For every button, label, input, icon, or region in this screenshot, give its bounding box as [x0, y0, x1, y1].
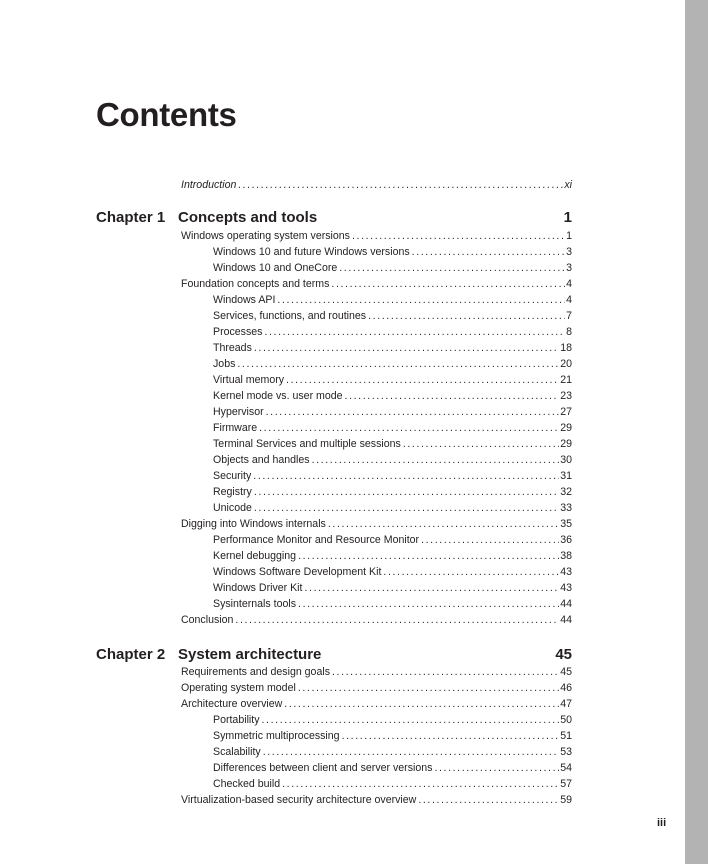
- toc-entry-label: Portability: [213, 714, 260, 726]
- toc-entry-page: 59: [560, 794, 572, 806]
- dot-leader: [403, 436, 559, 452]
- toc-entry[interactable]: [213, 712, 572, 728]
- toc-entry[interactable]: [213, 548, 572, 564]
- chapter-2-heading[interactable]: [96, 645, 572, 665]
- toc-entry-page: 44: [560, 614, 572, 626]
- toc-entry-page: 4: [566, 278, 572, 290]
- toc-entry[interactable]: [213, 468, 572, 484]
- toc-entry-label: Objects and handles: [213, 454, 310, 466]
- dot-leader: [421, 532, 559, 548]
- chapter-number: Chapter 2: [96, 646, 166, 663]
- toc-entry-label: Performance Monitor and Resource Monitor: [213, 534, 420, 546]
- toc-entry[interactable]: [213, 388, 572, 404]
- chapter-1-heading[interactable]: [96, 208, 572, 228]
- toc-entry[interactable]: [213, 760, 572, 776]
- toc-entry[interactable]: [213, 436, 572, 452]
- toc-entry[interactable]: [213, 596, 572, 612]
- dot-leader: [332, 664, 559, 680]
- dot-leader: [254, 340, 559, 356]
- dot-leader: [298, 680, 559, 696]
- toc-entry[interactable]: [213, 776, 572, 792]
- dot-leader: [264, 324, 565, 340]
- toc-entry-page: 31: [560, 470, 572, 482]
- dot-leader: [282, 776, 559, 792]
- toc-entry-label: Firmware: [213, 422, 258, 434]
- toc-entry-page: 43: [560, 566, 572, 578]
- dot-leader: [345, 388, 560, 404]
- toc-entry[interactable]: [181, 228, 572, 244]
- toc-entry-label: Kernel debugging: [213, 550, 297, 562]
- toc-entry-page: 45: [560, 666, 572, 678]
- dot-leader: [286, 372, 559, 388]
- dot-leader: [418, 792, 559, 808]
- toc-entry-label: Differences between client and server versions: [213, 762, 433, 774]
- toc-entry-page: 20: [560, 358, 572, 370]
- toc-entry-page: 8: [566, 326, 572, 338]
- toc-entry[interactable]: [213, 340, 572, 356]
- page-title: Contents: [96, 96, 237, 133]
- toc-entry-label: Sysinternals tools: [213, 598, 297, 610]
- toc-entry-page: xi: [564, 179, 572, 191]
- toc-entry[interactable]: [213, 356, 572, 372]
- toc-entry-label: Checked build: [213, 778, 281, 790]
- dot-leader: [328, 516, 559, 532]
- chapter-page: 45: [555, 646, 572, 663]
- toc-entry-label: Virtual memory: [213, 374, 285, 386]
- toc-entry-page: 4: [566, 294, 572, 306]
- toc-entry[interactable]: [213, 532, 572, 548]
- toc-entry[interactable]: [213, 292, 572, 308]
- toc-entry-page: 29: [560, 438, 572, 450]
- toc-entry-label: Processes: [213, 326, 263, 338]
- toc-entry-page: 29: [560, 422, 572, 434]
- dot-leader: [342, 728, 560, 744]
- chapter-number: Chapter 1: [96, 209, 166, 226]
- dot-leader: [298, 548, 559, 564]
- dot-leader: [262, 712, 560, 728]
- toc-entry-label: Digging into Windows internals: [181, 518, 326, 530]
- chapter-title: Concepts and tools: [178, 209, 318, 226]
- toc-entry-page: 57: [560, 778, 572, 790]
- toc-entry[interactable]: [213, 260, 572, 276]
- toc-entry-label: Conclusion: [181, 614, 234, 626]
- dot-leader: [368, 308, 565, 324]
- toc-entry-page: 23: [560, 390, 572, 402]
- toc-entry-page: 36: [560, 534, 572, 546]
- toc-entry[interactable]: [181, 612, 572, 628]
- toc-entry-page: 30: [560, 454, 572, 466]
- toc-entry-label: Hypervisor: [213, 406, 264, 418]
- toc-entry-page: 27: [560, 406, 572, 418]
- dot-leader: [383, 564, 559, 580]
- toc-entry-label: Unicode: [213, 502, 252, 514]
- dot-leader: [263, 744, 560, 760]
- dot-leader: [312, 452, 560, 468]
- toc-entry-page: 43: [560, 582, 572, 594]
- dot-leader: [237, 356, 559, 372]
- toc-entry-page: 1: [566, 230, 572, 242]
- toc-entry-label: Terminal Services and multiple sessions: [213, 438, 401, 450]
- toc-entry[interactable]: [213, 452, 572, 468]
- toc-entry-page: 38: [560, 550, 572, 562]
- toc-entry-label: Architecture overview: [181, 698, 283, 710]
- toc-entry-label: Scalability: [213, 746, 261, 758]
- toc-entry-page: 51: [560, 730, 572, 742]
- toc-entry-page: 18: [560, 342, 572, 354]
- scrollbar[interactable]: [685, 0, 708, 864]
- toc-entry-label: Windows 10 and OneCore: [213, 262, 338, 274]
- dot-leader: [284, 696, 559, 712]
- toc-entry-label: Requirements and design goals: [181, 666, 330, 678]
- toc-entry-label: Threads: [213, 342, 252, 354]
- toc-entry-page: 47: [560, 698, 572, 710]
- toc-entry-label: Windows 10 and future Windows versions: [213, 246, 410, 258]
- toc-entry[interactable]: [213, 744, 572, 760]
- toc-entry[interactable]: [181, 696, 572, 712]
- dot-leader: [254, 500, 559, 516]
- toc-entry-label: Security: [213, 470, 252, 482]
- dot-leader: [238, 177, 563, 193]
- toc-entry[interactable]: [213, 372, 572, 388]
- dot-leader: [352, 228, 565, 244]
- toc-entry[interactable]: [181, 516, 572, 532]
- toc-entry[interactable]: [181, 664, 572, 680]
- toc-entry[interactable]: [213, 244, 572, 260]
- toc-entry-label: Registry: [213, 486, 252, 498]
- toc-entry[interactable]: [213, 420, 572, 436]
- toc-entry-page: 21: [560, 374, 572, 386]
- toc-entry-label: Foundation concepts and terms: [181, 278, 330, 290]
- dot-leader: [254, 484, 559, 500]
- toc-entry[interactable]: [213, 728, 572, 744]
- toc-entry-page: 35: [560, 518, 572, 530]
- toc-entry-page: 3: [566, 262, 572, 274]
- toc-entry[interactable]: [213, 324, 572, 340]
- dot-leader: [304, 580, 559, 596]
- toc-entry-label: Kernel mode vs. user mode: [213, 390, 343, 402]
- dot-leader: [434, 760, 559, 776]
- toc-entry[interactable]: [213, 580, 572, 596]
- toc-entry-label: Windows Software Development Kit: [213, 566, 382, 578]
- dot-leader: [298, 596, 559, 612]
- toc-entry-page: 33: [560, 502, 572, 514]
- dot-leader: [412, 244, 565, 260]
- toc-entry-page: 7: [566, 310, 572, 322]
- toc-entry-introduction[interactable]: [181, 177, 572, 193]
- chapter-title: System architecture: [178, 646, 322, 663]
- dot-leader: [266, 404, 560, 420]
- toc-entry-label: Introduction: [181, 179, 237, 191]
- toc-entry-page: 54: [560, 762, 572, 774]
- toc-entry[interactable]: [213, 404, 572, 420]
- toc-entry-page: 3: [566, 246, 572, 258]
- dot-leader: [277, 292, 565, 308]
- toc-entry-label: Symmetric multiprocessing: [213, 730, 340, 742]
- dot-leader: [253, 468, 559, 484]
- toc-entry-page: 50: [560, 714, 572, 726]
- toc-entry[interactable]: [181, 792, 572, 808]
- chapter-page: 1: [563, 209, 572, 226]
- toc-entry[interactable]: [181, 276, 572, 292]
- toc-entry-label: Windows API: [213, 294, 276, 306]
- toc-entry-label: Jobs: [213, 358, 236, 370]
- dot-leader: [235, 612, 559, 628]
- toc-entry-label: Operating system model: [181, 682, 296, 694]
- dot-leader: [259, 420, 559, 436]
- page-number: iii: [657, 817, 667, 829]
- toc-entry-page: 44: [560, 598, 572, 610]
- toc-entry-label: Services, functions, and routines: [213, 310, 367, 322]
- toc-entry-page: 32: [560, 486, 572, 498]
- toc-entry-page: 46: [560, 682, 572, 694]
- toc-entry-label: Windows operating system versions: [181, 230, 350, 242]
- toc-entry[interactable]: [213, 564, 572, 580]
- dot-leader: [339, 260, 565, 276]
- toc-entry-label: Virtualization-based security architecture overview: [181, 794, 417, 806]
- toc-entry-page: 53: [560, 746, 572, 758]
- dot-leader: [331, 276, 565, 292]
- toc-entry[interactable]: [213, 308, 572, 324]
- toc-entry[interactable]: [181, 680, 572, 696]
- toc-entry[interactable]: [213, 500, 572, 516]
- toc-entry-label: Windows Driver Kit: [213, 582, 303, 594]
- toc-entry[interactable]: [213, 484, 572, 500]
